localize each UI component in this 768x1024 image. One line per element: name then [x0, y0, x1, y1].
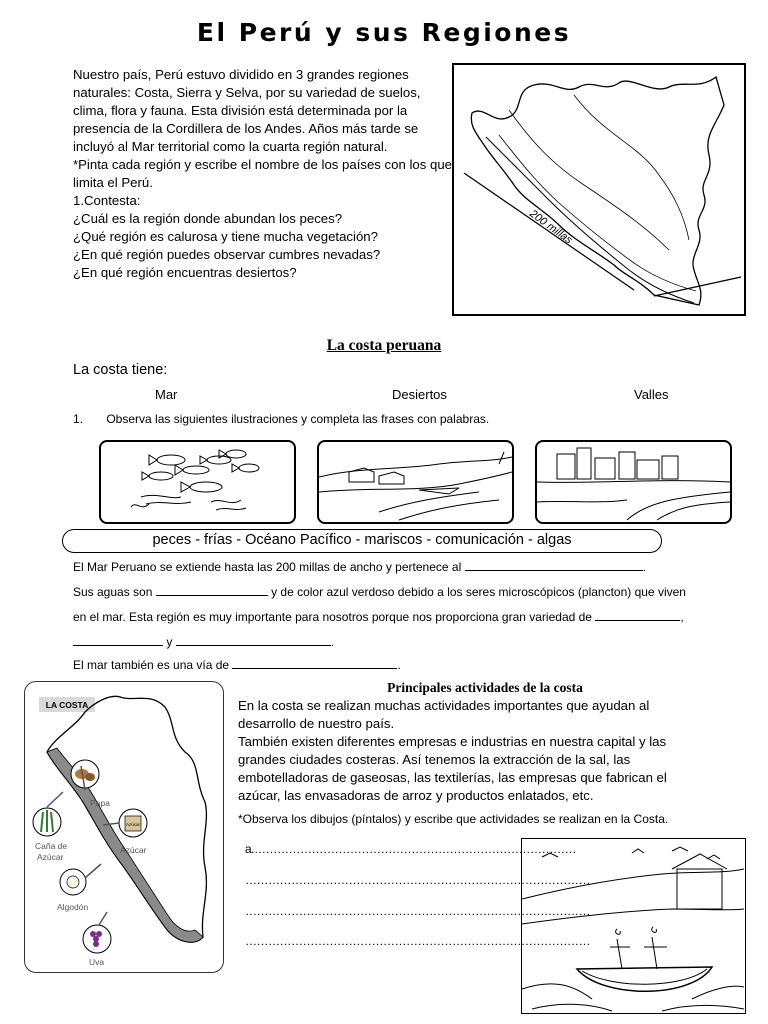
instruction-1: [73, 412, 489, 426]
illustration-city-valley: [535, 440, 732, 524]
sentence-2: [73, 584, 686, 599]
peru-map-drawing: [454, 65, 744, 314]
sentence-3: en el mar. Esta región es muy importante para nosotros porque nos proporciona gran variedad de ,: [73, 610, 684, 624]
observa-instruction: *Observa los dibujos (píntalos) y escribe que actividades se realizan en la Costa.: [238, 812, 669, 826]
costa-tiene-label: La costa tiene:: [73, 362, 168, 378]
answer-line-2[interactable]: ………………………………………………………………………………: [245, 873, 590, 887]
illustration-sea-fish: [99, 440, 296, 524]
question-1: ¿Cuál es la región donde abundan los peces?: [73, 211, 343, 226]
answer-line-4[interactable]: ………………………………………………………………………………: [245, 934, 590, 948]
actividades-text: [238, 697, 708, 805]
millas-label: 200 millas: [527, 207, 575, 247]
sentence-4: y .: [73, 634, 334, 649]
sentence-4-y: y: [166, 635, 173, 649]
costa-map-drawing: [25, 682, 222, 971]
feature-mar: Mar: [155, 387, 178, 402]
blank-3[interactable]: [595, 609, 680, 621]
blank-4[interactable]: [73, 634, 163, 646]
section-title-costa: La costa peruana: [326, 337, 442, 354]
question-3: ¿En qué región puedes observar cumbres nevadas?: [73, 247, 381, 262]
actividades-p1: En la costa se realizan muchas actividades importantes que ayudan al desarrollo de nuestro país.: [238, 698, 650, 731]
feature-valles: Valles: [634, 387, 669, 402]
la-costa-map: [24, 681, 224, 973]
feature-desiertos: Desiertos: [392, 387, 447, 402]
blank-1[interactable]: [465, 559, 643, 571]
intro-instruction: *Pinta cada región y escribe el nombre de los países con los que limita el Perú.: [73, 157, 452, 190]
answer-line-a[interactable]: a.…………………………………………………………………………: [245, 842, 577, 856]
sentence-3-text: en el mar. Esta región es muy importante para nosotros porque nos proporciona gran variedad de: [73, 610, 592, 624]
label-azucar: Azúcar: [120, 845, 147, 855]
intro-paragraph: Nuestro país, Perú estuvo dividido en 3 grandes regiones naturales: Costa, Sierra y Selva, por su variedad de suelos, clima, flora y fauna. Esta división está determinada por la presencia de la Cordillera de los Andes. Años más tarde se incluyó al Mar territorial como la cuarta región natural.: [73, 67, 421, 154]
boat-drawing: [522, 839, 744, 1012]
sack-label: Azúcar: [125, 822, 141, 827]
label-uva: Uva: [89, 957, 105, 967]
sentence-1: El Mar Peruano se extiende hasta las 200 millas de ancho y pertenece al .: [73, 560, 646, 574]
blank-5[interactable]: [176, 634, 331, 646]
illustration-desert-coast: [317, 440, 514, 524]
question-4: ¿En qué región encuentras desiertos?: [73, 265, 297, 280]
label-algodon: Algodón: [57, 902, 89, 912]
instruction-text: Observa las siguientes ilustraciones y completa las frases con palabras.: [106, 412, 490, 426]
peru-map: [452, 63, 746, 316]
word-bank: peces - frías - Océano Pacífico - mariscos - comunicación - algas: [62, 529, 662, 553]
answer-line-3[interactable]: ………………………………………………………………………………: [245, 904, 590, 918]
fishing-boat-illustration: [521, 838, 746, 1014]
instruction-number: 1.: [73, 412, 84, 426]
sentence-1-text: El Mar Peruano se extiende hasta las 200 millas de ancho y pertenece al: [73, 560, 462, 574]
sentence-2-start: Sus aguas son: [73, 585, 153, 599]
fish-drawing: [101, 442, 294, 522]
page-title: El Perú y sus Regiones: [196, 18, 572, 47]
coast-drawing: [319, 442, 512, 522]
la-costa-label: LA COSTA: [45, 700, 89, 710]
label-papa: Papa: [90, 798, 110, 808]
svg-text:Azúcar: Azúcar: [37, 852, 64, 862]
intro-block: [73, 66, 453, 282]
blank-2[interactable]: [156, 584, 268, 596]
sentence-5: El mar también es una vía de .: [73, 658, 401, 672]
sentence-5-text: El mar también es una vía de: [73, 658, 230, 672]
actividades-p2: También existen diferentes empresas e industrias en nuestra capital y las grandes ciudades costeras. Así tenemos la extracción de la sal, las embotelladoras de gaseosas, las textilerías, las empresas que fabrican el azúcar, las envasadoras de arroz y productos enlatados, etc.: [238, 734, 667, 803]
city-drawing: [537, 442, 730, 522]
label-cana-azucar: Caña de: [35, 841, 68, 851]
contesta-label: 1.Contesta:: [73, 193, 141, 208]
actividades-title: Principales actividades de la costa: [387, 680, 583, 695]
blank-6[interactable]: [232, 657, 397, 669]
sentence-2-end: y de color azul verdoso debido a los seres microscópicos (plancton) que viven: [271, 585, 686, 599]
question-2: ¿Qué región es calurosa y tiene mucha vegetación?: [73, 229, 378, 244]
